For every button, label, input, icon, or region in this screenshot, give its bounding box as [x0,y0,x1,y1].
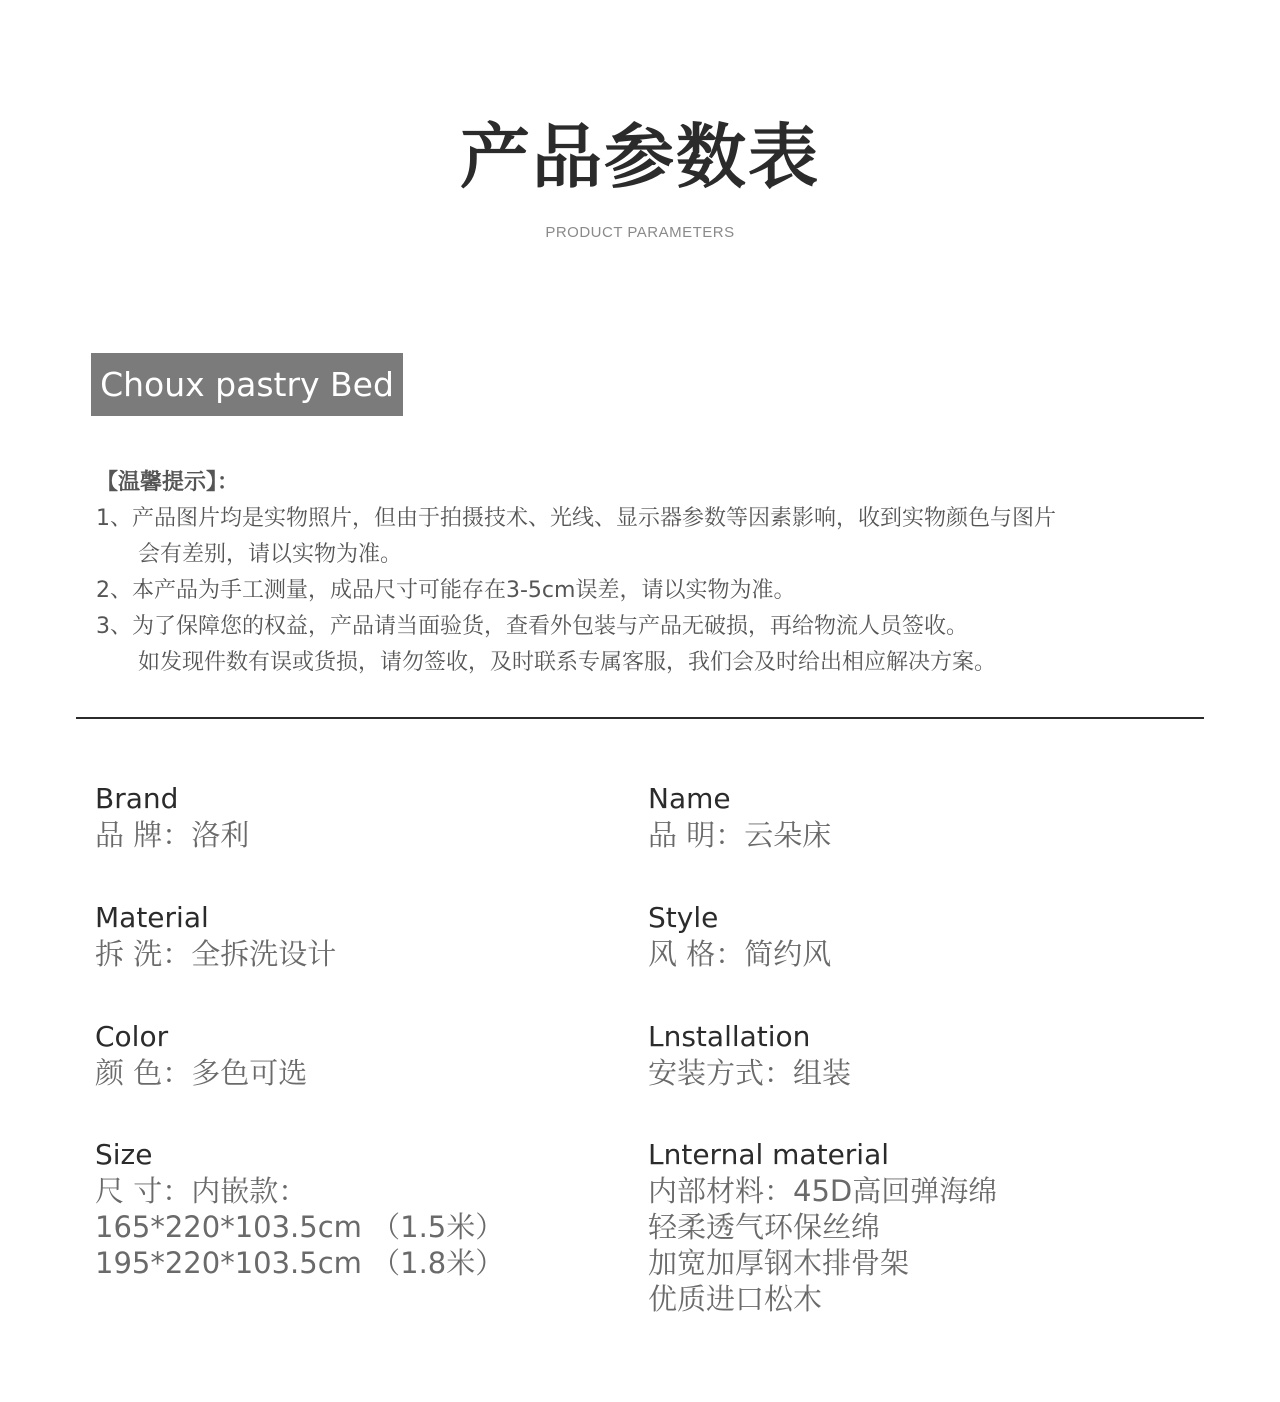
product-name-badge: Choux pastry Bed [91,353,403,416]
spec-installation [648,1019,1168,1091]
spec-style [648,900,1168,972]
spec-brand [95,781,615,853]
spec-brand-label: Brand [95,782,179,815]
tip-item-3: 3、为了保障您的权益，产品请当面验货，查看外包装与产品无破损，再给物流人员签收。 [96,614,969,639]
spec-internal-material-value-1: 内部材料：45D高回弹海绵 [648,1174,998,1208]
spec-name [648,781,1168,853]
spec-size-value-2: 165*220*103.5cm （1.5米） [95,1210,505,1244]
tip-item-2: 2、本产品为手工测量，成品尺寸可能存在3-5cm误差，请以实物为准。 [96,578,796,603]
tip-item-1-continued: 会有差别，请以实物为准。 [138,542,403,567]
spec-color-label: Color [95,1020,169,1053]
spec-style-value: 风 格：简约风 [648,937,832,971]
spec-material-label: Material [95,901,209,934]
spec-internal-material [648,1137,1168,1317]
page-subtitle: PRODUCT PARAMETERS [545,224,735,241]
spec-brand-value: 品 牌：洛利 [95,818,250,852]
tips-section [96,465,1216,681]
spec-color-value: 颜 色：多色可选 [95,1056,308,1090]
spec-name-label: Name [648,782,731,815]
spec-internal-material-value-4: 优质进口松木 [648,1282,823,1316]
spec-material [95,900,615,972]
spec-internal-material-value-3: 加宽加厚钢木排骨架 [648,1246,910,1280]
spec-size [95,1137,615,1281]
spec-material-value: 拆 洗：全拆洗设计 [95,937,337,971]
section-divider [76,717,1204,719]
spec-internal-material-label: Lnternal material [648,1138,890,1171]
spec-name-value: 品 明：云朵床 [648,818,832,852]
spec-style-label: Style [648,901,719,934]
spec-installation-label: Lnstallation [648,1020,811,1053]
page-title: 产品参数表 [460,116,820,198]
spec-internal-material-value-2: 轻柔透气环保丝绵 [648,1210,881,1244]
spec-installation-value: 安装方式：组装 [648,1056,852,1090]
spec-size-label: Size [95,1138,153,1171]
tip-item-1: 1、产品图片均是实物照片，但由于拍摄技术、光线、显示器参数等因素影响，收到实物颜色与图片 [96,506,1057,531]
spec-size-value-1: 尺 寸：内嵌款： [95,1174,308,1208]
spec-color [95,1019,615,1091]
spec-size-value-3: 195*220*103.5cm （1.8米） [95,1246,505,1280]
tip-item-3-continued: 如发现件数有误或货损，请勿签收，及时联系专属客服，我们会及时给出相应解决方案。 [138,650,997,675]
tips-title: 【温馨提示】： [96,470,240,495]
